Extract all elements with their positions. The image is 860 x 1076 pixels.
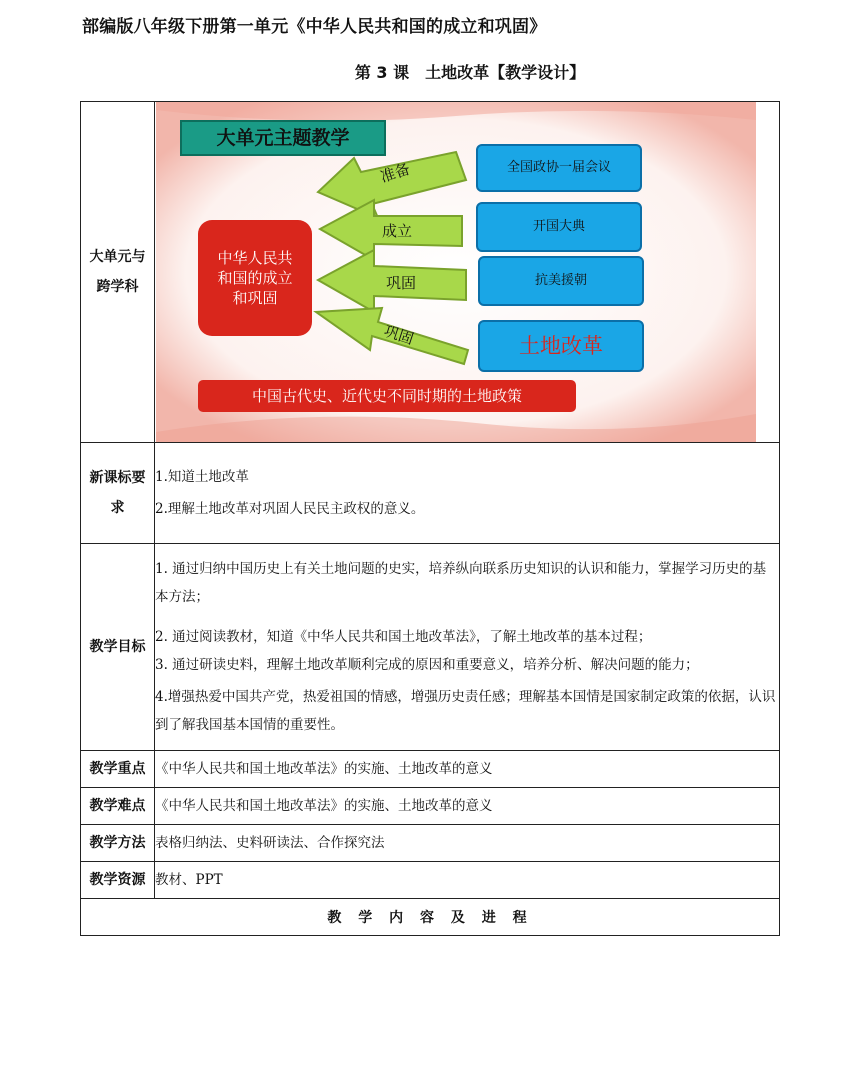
arrow-label-consolidate-1: 巩固 <box>386 274 417 292</box>
row-label-goals: 教学目标 <box>81 544 155 751</box>
table-row-kebiao <box>81 443 780 544</box>
unit-theme-diagram <box>156 102 756 442</box>
arrow-label-establish: 成立 <box>382 222 413 240</box>
goal-item-1: 1. 通过归纳中国历史上有关土地问题的史实，培养纵向联系历史知识的认识和能力，掌握学习历史的基本方法； <box>155 561 767 605</box>
kebiao-content <box>155 443 780 544</box>
row-label-unit <box>81 102 155 443</box>
kebiao-item-1: 1.知道土地改革 <box>155 468 249 485</box>
arrow-label-prepare: 准备 <box>378 159 413 187</box>
box-founding-ceremony: 开国大典 <box>476 202 642 252</box>
focus-content: 《中华人民共和国土地改革法》的实施、土地改革的意义 <box>155 751 780 788</box>
unit-title: 部编版八年级下册第一单元《中华人民共和国的成立和巩固》 <box>82 17 547 37</box>
lesson-plan-table <box>80 101 780 936</box>
table-row-goals <box>81 544 780 751</box>
row-label-resources: 教学资源 <box>81 862 155 899</box>
unit-label-text: 大单元与跨学科 <box>89 249 146 295</box>
table-row-focus <box>81 751 780 788</box>
table-row-process <box>81 899 780 936</box>
goals-content <box>155 544 780 751</box>
diagram-cell <box>155 102 780 443</box>
table-row-unit <box>81 102 780 443</box>
row-label-method: 教学方法 <box>81 825 155 862</box>
goal-item-3: 3. 通过研读史料，理解土地改革顺利完成的原因和重要意义，培养分析、解决问题的能力； <box>155 657 699 673</box>
box-land-reform: 土地改革 <box>478 320 644 372</box>
goal-item-2: 2. 通过阅读教材，知道《中华人民共和国土地改革法》，了解土地改革的基本过程； <box>155 629 652 645</box>
goal-item-4: 4.增强热爱中国共产党，热爱祖国的情感，增强历史责任感；理解基本国情是国家制定政策的依据，认识到了解我国基本国情的重要性。 <box>155 689 776 733</box>
kebiao-item-2: 2.理解土地改革对巩固人民民主政权的意义。 <box>155 500 425 517</box>
row-label-difficulty: 教学难点 <box>81 788 155 825</box>
difficulty-content: 《中华人民共和国土地改革法》的实施、土地改革的意义 <box>155 788 780 825</box>
diagram-title: 大单元主题教学 <box>180 120 386 156</box>
kebiao-label-text: 新课标要求 <box>89 470 146 516</box>
box-korean-war: 抗美援朝 <box>478 256 644 306</box>
process-heading: 教 学 内 容 及 进 程 <box>81 899 780 936</box>
resources-content: 教材、PPT <box>155 862 780 899</box>
diagram-center-box: 中华人民共 和国的成立 和巩固 <box>198 220 312 336</box>
method-content: 表格归纳法、史料研读法、合作探究法 <box>155 825 780 862</box>
table-row-method <box>81 825 780 862</box>
row-label-focus: 教学重点 <box>81 751 155 788</box>
arrow-label-consolidate-2: 巩固 <box>381 321 416 349</box>
lesson-title: 第 3 课 土地改革【教学设计】 <box>354 63 586 82</box>
row-label-kebiao <box>81 443 155 544</box>
box-cppcc: 全国政协一届会议 <box>476 144 642 192</box>
table-row-difficulty <box>81 788 780 825</box>
diagram-bottom-bar: 中国古代史、近代史不同时期的土地政策 <box>198 380 576 412</box>
table-row-resources <box>81 862 780 899</box>
